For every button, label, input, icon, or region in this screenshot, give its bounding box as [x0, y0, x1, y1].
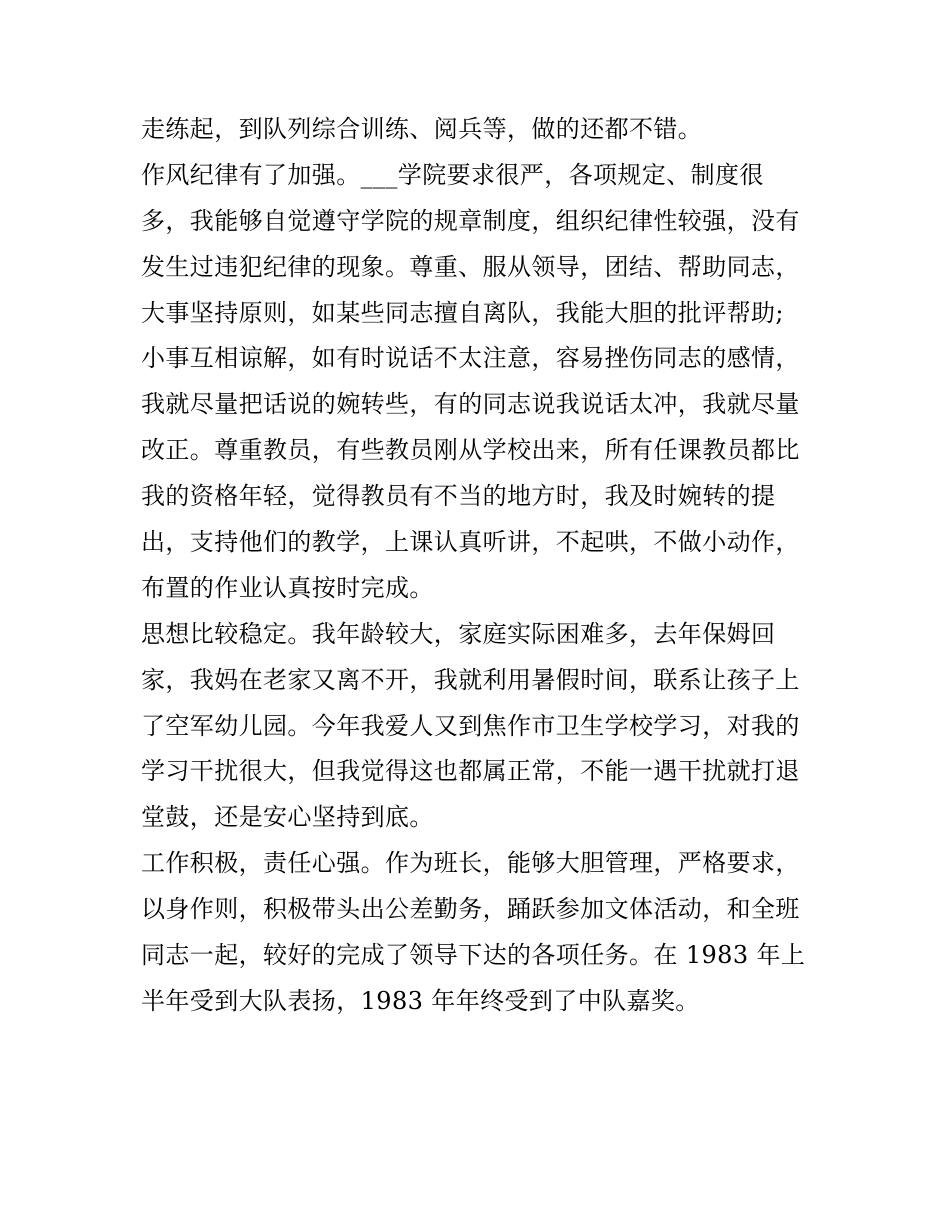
text-line: 大事坚持原则，如某些同志擅自离队，我能大胆的批评帮助;: [141, 298, 784, 327]
text-line: 发生过违犯纪律的现象。尊重、服从领导，团结、帮助同志，: [141, 252, 800, 281]
text-line: 工作积极，责任心强。作为班长，能够大胆管理，严格要求，: [141, 849, 800, 878]
text-line: 思想比较稳定。我年龄较大，家庭实际困难多，去年保姆回: [141, 619, 776, 648]
text-line: 堂鼓，还是安心坚持到底。: [141, 803, 434, 832]
text-line: 作风纪律有了加强。___学院要求很严，各项规定、制度很: [141, 160, 764, 189]
text-line: 多，我能够自觉遵守学院的规章制度，组织纪律性较强，没有: [141, 206, 800, 235]
text-line: 半年受到大队表扬，1983 年年终受到了中队嘉奖。: [141, 986, 700, 1015]
text-line: 我的资格年轻，觉得教员有不当的地方时，我及时婉转的提: [141, 482, 776, 511]
text-line: 出，支持他们的教学，上课认真听讲，不起哄，不做小动作，: [141, 528, 800, 557]
text-line: 走练起，到队列综合训练、阅兵等，做的还都不错。: [141, 115, 703, 143]
text-line: 学习干扰很大，但我觉得这也都属正常，不能一遇干扰就打退: [141, 757, 800, 786]
text-line: 布置的作业认真按时完成。: [141, 573, 434, 602]
text-line: 改正。尊重教员，有些教员刚从学校出来，所有任课教员都比: [141, 436, 800, 465]
document-body: [141, 107, 821, 1025]
text-line: 同志一起，较好的完成了领导下达的各项任务。在 1983 年上: [141, 941, 806, 970]
text-line: 以身作则，积极带头出公差勤务，踊跃参加文体活动，和全班: [141, 895, 800, 924]
text-line: 了空军幼儿园。今年我爱人又到焦作市卫生学校学习，对我的: [141, 711, 800, 740]
text-line: 我就尽量把话说的婉转些，有的同志说我说话太冲，我就尽量: [141, 390, 800, 419]
text-line: 小事互相谅解，如有时说话不太注意，容易挫伤同志的感情，: [141, 344, 800, 373]
text-line: 家，我妈在老家又离不开，我就利用暑假时间，联系让孩子上: [141, 665, 800, 694]
